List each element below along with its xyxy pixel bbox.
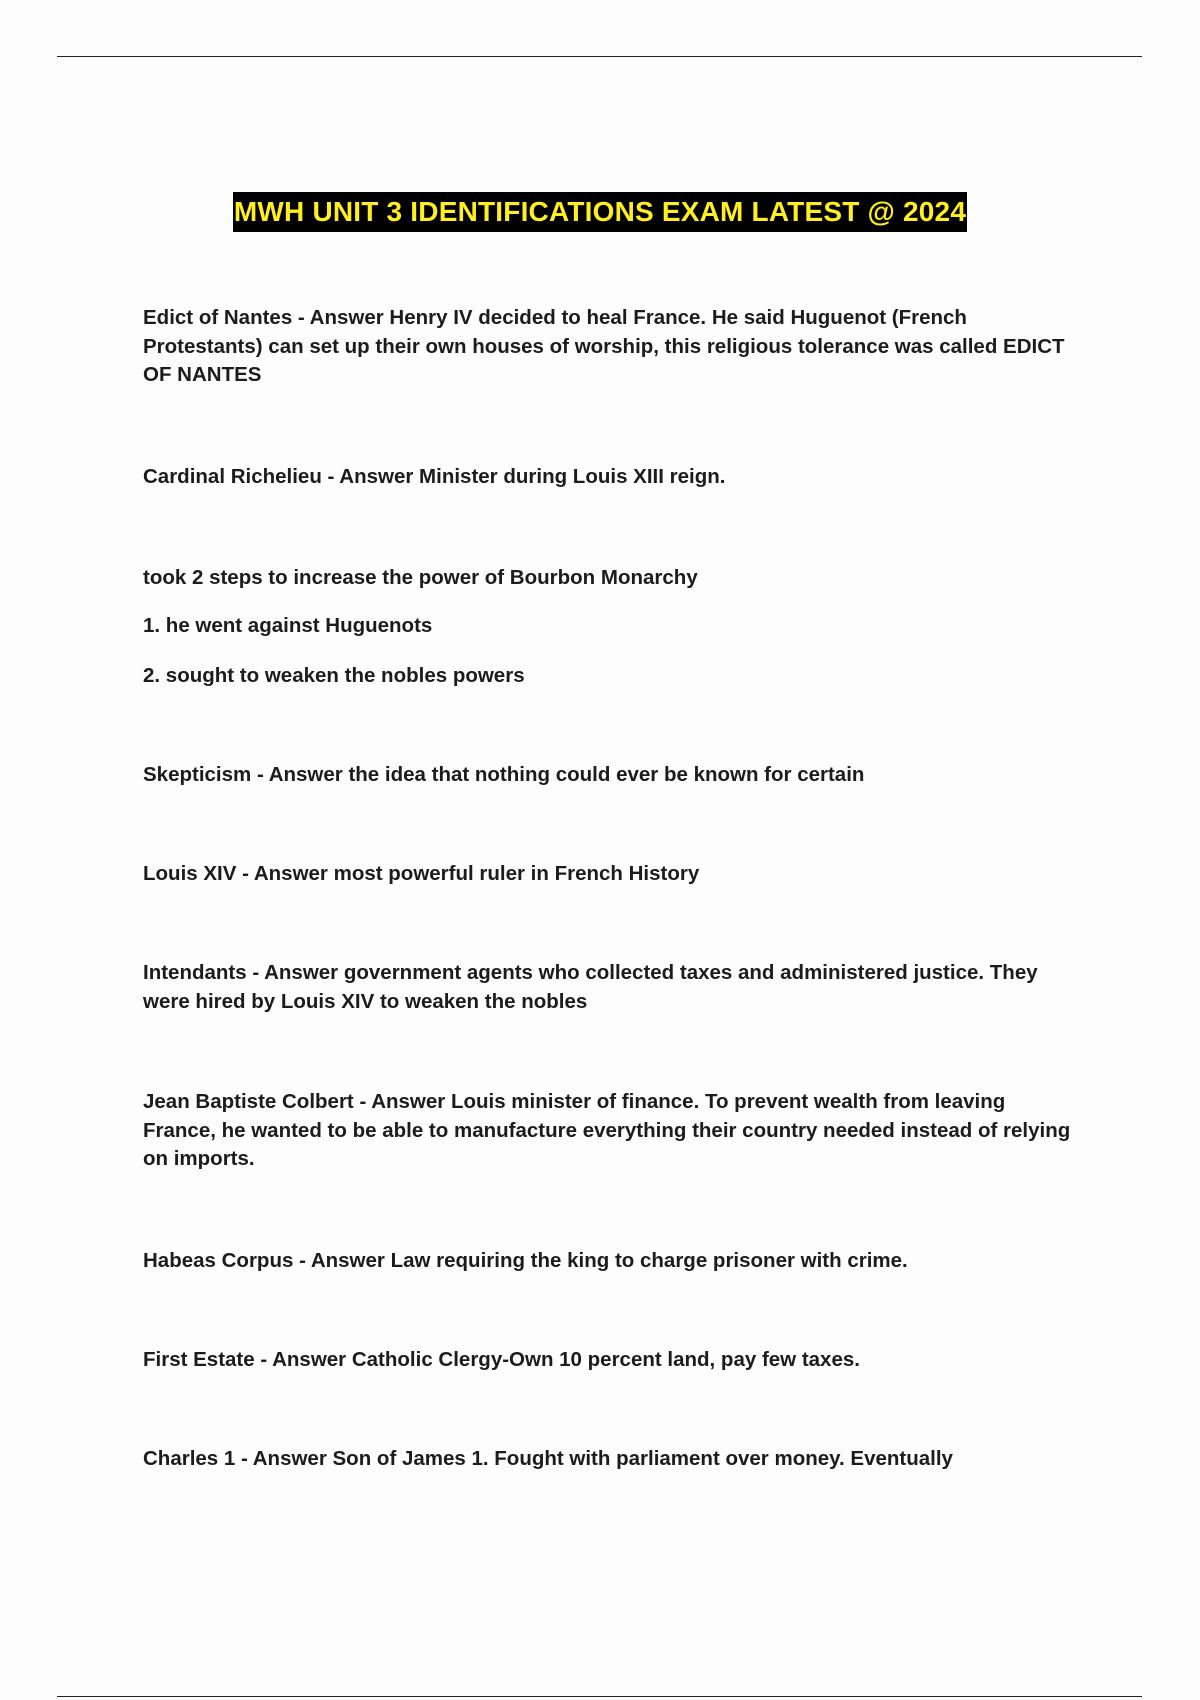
entry-intendants: Intendants - Answer government agents who collected taxes and administered justice. They were hired by Louis XIV to weaken the nobles — [143, 961, 1038, 1013]
entry-cardinal-richelieu: Cardinal Richelieu - Answer Minister during Louis XIII reign. — [143, 465, 726, 488]
title-container — [0, 192, 1200, 232]
header-rule — [57, 56, 1142, 57]
footer-rule — [57, 1696, 1142, 1697]
entry-richelieu-step-1: 1. he went against Huguenots — [143, 614, 433, 637]
entry-skepticism: Skepticism - Answer the idea that nothing could ever be known for certain — [143, 763, 865, 786]
entry-richelieu-steps-intro: took 2 steps to increase the power of Bourbon Monarchy — [143, 566, 698, 589]
entry-richelieu-step-2: 2. sought to weaken the nobles powers — [143, 664, 525, 687]
entry-first-estate: First Estate - Answer Catholic Clergy-Own 10 percent land, pay few taxes. — [143, 1348, 860, 1371]
entry-jean-baptiste-colbert: Jean Baptiste Colbert - Answer Louis minister of finance. To prevent wealth from leaving France, he wanted to be able to manufacture everything their country needed instead of relying on imports. — [143, 1090, 1071, 1170]
document-title: MWH UNIT 3 IDENTIFICATIONS EXAM LATEST @ 2024 — [233, 192, 967, 232]
entry-louis-xiv: Louis XIV - Answer most powerful ruler in French History — [143, 862, 700, 885]
entry-habeas-corpus: Habeas Corpus - Answer Law requiring the king to charge prisoner with crime. — [143, 1249, 908, 1272]
entry-edict-of-nantes: Edict of Nantes - Answer Henry IV decided to heal France. He said Huguenot (French Protestants) can set up their own houses of worship, this religious tolerance was called EDICT OF NANTES — [143, 306, 1065, 386]
entry-charles-1: Charles 1 - Answer Son of James 1. Fought with parliament over money. Eventually — [143, 1447, 953, 1470]
